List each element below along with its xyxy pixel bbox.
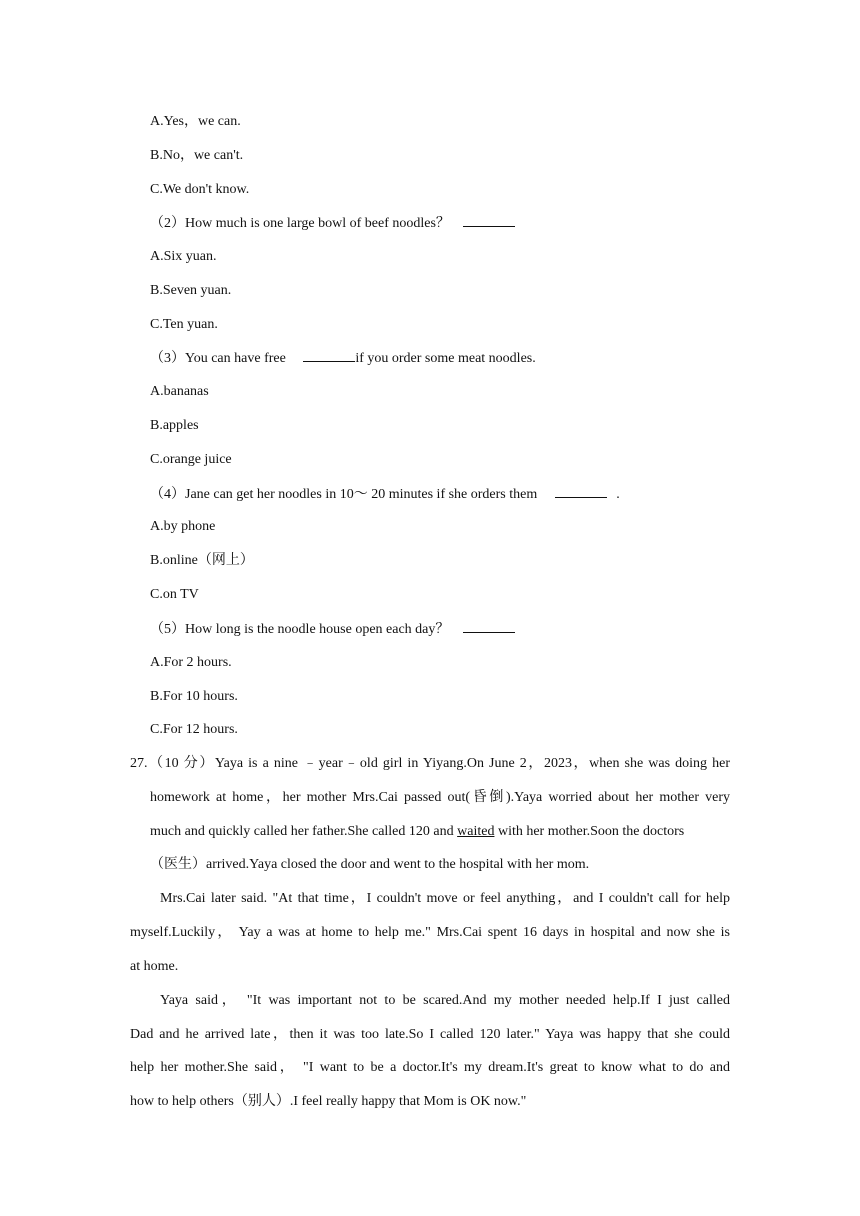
q3-answer-blank (303, 349, 355, 362)
para3-line-4: how to help others（别人）.I feel really happy that Mom is OK now." (130, 1094, 527, 1109)
q5-option-a: A.For 2 hours. (150, 655, 232, 670)
para2-line-1: Mrs.Cai later said. "At that time，I couldn't move or feel anything，and I couldn't call for help (160, 891, 730, 906)
q3-stem (150, 349, 536, 368)
q4-stem-text: （4）Jane can get her noodles in 10～ 20 minutes if she orders them (150, 487, 538, 502)
para3-line-1: Yaya said， "It was important not to be scared.And my mother needed help.If I just called (160, 993, 730, 1008)
q2-stem-text: （2）How much is one large bowl of beef noodles？ (150, 216, 450, 231)
q4-stem-end: . (616, 487, 620, 502)
q2-option-a: A.Six yuan. (150, 249, 217, 264)
q1-option-b: B.No，we can't. (150, 148, 244, 163)
q27-line-4: （医生）arrived.Yaya closed the door and went to the hospital with her mom. (150, 857, 590, 872)
q4-option-b: B.online（网上） (150, 553, 254, 568)
q27-line-3 (150, 823, 730, 841)
q4-option-c: C.on TV (150, 587, 199, 602)
q4-stem (150, 485, 620, 504)
q3-stem-after: if you order some meat noodles. (355, 351, 536, 366)
q2-answer-blank (463, 214, 515, 227)
q27-line-2: homework at home，her mother Mrs.Cai passed out(昏倒).Yaya worried about her mother very (150, 790, 730, 805)
q3-option-c: C.orange juice (150, 452, 232, 467)
q3-option-a: A.bananas (150, 384, 209, 399)
q5-stem (150, 620, 515, 639)
q27-line-1: 27.（10 分）Yaya is a nine ﹣year﹣old girl in Yiyang.On June 2，2023，when she was doing her (130, 756, 730, 771)
para3-line-2: Dad and he arrived late，then it was too late.So I called 120 later." Yaya was happy that she could (130, 1027, 730, 1042)
q4-answer-blank (555, 485, 607, 498)
q3-stem-before: （3）You can have free (150, 351, 286, 366)
q5-option-c: C.For 12 hours. (150, 722, 238, 737)
para2-line-3: at home. (130, 959, 179, 974)
q27-line-3-before: much and quickly called her father.She called 120 and (150, 824, 454, 839)
q1-option-c: C.We don't know. (150, 182, 250, 197)
q2-option-b: B.Seven yuan. (150, 283, 232, 298)
q2-stem (150, 214, 515, 233)
q27-underlined-word: waited (457, 824, 495, 839)
q5-stem-text: （5）How long is the noodle house open each day？ (150, 622, 450, 637)
q27-line-3-after: with her mother.Soon the doctors (497, 824, 685, 839)
para3-line-3: help her mother.She said， "I want to be a doctor.It's my dream.It's great to know what to do and (130, 1060, 730, 1075)
para2-line-2: myself.Luckily， Yay a was at home to help me." Mrs.Cai spent 16 days in hospital and now she is (130, 925, 730, 940)
q4-option-a: A.by phone (150, 519, 216, 534)
q2-option-c: C.Ten yuan. (150, 317, 218, 332)
q1-option-a: A.Yes，we can. (150, 114, 241, 129)
q3-option-b: B.apples (150, 418, 199, 433)
q5-answer-blank (463, 620, 515, 633)
q5-option-b: B.For 10 hours. (150, 689, 238, 704)
